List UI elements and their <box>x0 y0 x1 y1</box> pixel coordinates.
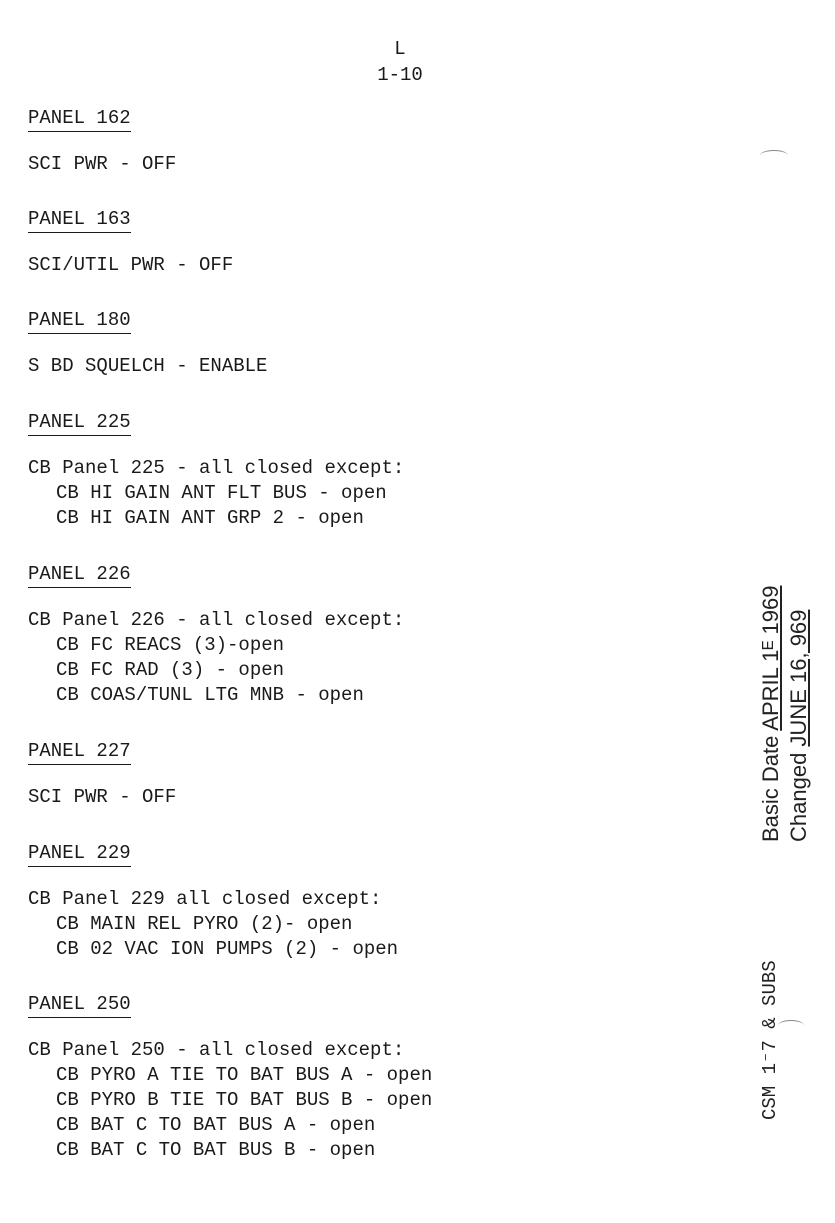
page-number: 1-10 <box>377 64 423 86</box>
checklist-line: CB Panel 225 - all closed except: <box>28 457 405 479</box>
checklist-line: SCI PWR - OFF <box>28 786 177 808</box>
changed-label: Changed <box>786 752 811 842</box>
section-panel-180 <box>28 309 267 379</box>
checklist-line: CB PYRO B TIE TO BAT BUS B - open <box>56 1089 433 1111</box>
panel-title: PANEL 229 <box>28 842 131 867</box>
checklist-line: S BD SQUELCH - ENABLE <box>28 355 268 377</box>
section-panel-225 <box>28 411 404 531</box>
checklist-line: SCI/UTIL PWR - OFF <box>28 254 234 276</box>
section-panel-250 <box>28 993 432 1163</box>
scan-mark <box>760 150 788 161</box>
checklist-line: CB HI GAIN ANT FLT BUS - open <box>56 482 387 504</box>
panel-title: PANEL 163 <box>28 208 131 233</box>
checklist-line: CB BAT C TO BAT BUS A - open <box>56 1114 376 1136</box>
checklist-line: CB Panel 226 - all closed except: <box>28 609 405 631</box>
panel-title: PANEL 180 <box>28 309 131 334</box>
scan-mark <box>778 1020 804 1031</box>
checklist-line: CB PYRO A TIE TO BAT BUS A - open <box>56 1064 433 1086</box>
panel-title: PANEL 227 <box>28 740 131 765</box>
checklist-line: CB HI GAIN ANT GRP 2 - open <box>56 507 364 529</box>
panel-title: PANEL 226 <box>28 563 131 588</box>
panel-title: PANEL 225 <box>28 411 131 436</box>
csm-label: CSM 1⁻7 & SUBS <box>759 960 781 1120</box>
checklist-line: CB MAIN REL PYRO (2)- open <box>56 913 353 935</box>
page-header <box>340 36 460 88</box>
page-letter: L <box>394 38 406 60</box>
checklist-line: SCI PWR - OFF <box>28 153 177 175</box>
checklist-line: CB 02 VAC ION PUMPS (2) - open <box>56 938 399 960</box>
checklist-line: CB BAT C TO BAT BUS B - open <box>56 1139 376 1161</box>
section-panel-162 <box>28 107 176 177</box>
section-panel-227 <box>28 740 176 810</box>
basic-date-text <box>758 586 784 843</box>
section-panel-163 <box>28 208 233 278</box>
checklist-line: CB Panel 250 - all closed except: <box>28 1039 405 1061</box>
section-panel-229 <box>28 842 398 962</box>
changed-date-value: JUNE 16, 969 <box>786 609 811 747</box>
section-panel-226 <box>28 563 404 708</box>
checklist-line: CB FC REACS (3)-open <box>56 634 285 656</box>
panel-title: PANEL 250 <box>28 993 131 1018</box>
changed-date-text <box>786 610 812 842</box>
panel-title: PANEL 162 <box>28 107 131 132</box>
basic-date-value: APRIL 1ᴱ 1969 <box>758 585 783 731</box>
checklist-line: CB COAS/TUNL LTG MNB - open <box>56 684 364 706</box>
checklist-line: CB Panel 229 all closed except: <box>28 888 382 910</box>
checklist-line: CB FC RAD (3) - open <box>56 659 285 681</box>
basic-date-label: Basic Date <box>758 735 783 842</box>
